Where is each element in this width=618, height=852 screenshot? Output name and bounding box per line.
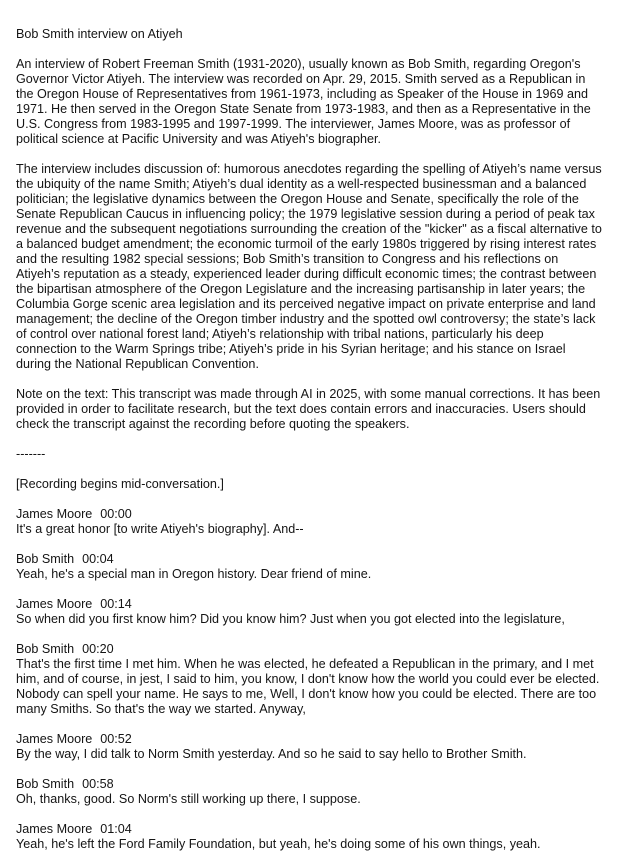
summary-paragraph: The interview includes discussion of: humorous anecdotes regarding the spelling of Atiyeh’s name versus the ubiquity of the name Smith; Atiyeh’s dual identity as a well-respected businessman and a balanced politician; the legislative dynamics between the Oregon House and Senate, specifically the role of the Senate Republican Caucus in influencing policy; the 1979 legislative session during a period of peak tax revenue and the subsequent negotiations surrounding the creation of the "kicker" as a fiscal alternative to a balanced budget amendment; the economic turmoil of the early 1980s triggered by rising interest rates and the resulting 1982 special sessions; Bob Smith’s transition to Congress and his reflections on Atiyeh’s reputation as a steady, experienced leader during difficult economic times; the contrast between the bipartisan atmosphere of the Oregon Legislature and the increasing partisanship in later years; the Columbia Gorge scenic area legislation and its perceived negative impact on private enterprise and land management; the decline of the Oregon timber industry and the spotted owl controversy; the state’s lack of control over national forest land; Atiyeh’s relationship with tribal nations, particularly his deep connection to the Warm Springs tribe; Atiyeh’s pride in his Syrian heritage; and his stance on Israel during the National Republican Convention. <box>16 162 602 371</box>
transcript-entry-text: By the way, I did talk to Norm Smith yesterday. And so he said to say hello to Brother Smith. <box>16 747 527 761</box>
transcript-entry-text: Oh, thanks, good. So Norm's still working up there, I suppose. <box>16 792 361 806</box>
document-title: Bob Smith interview on Atiyeh <box>16 27 183 41</box>
transcript-entry <box>16 777 603 807</box>
transcript-entry-header <box>16 597 603 612</box>
timestamp: 00:04 <box>82 552 114 566</box>
transcript-entry-text: That's the first time I met him. When he was elected, he defeated a Republican in the primary, and I met him, and of course, in jest, I said to him, you know, I don't know how the world you could ever be elected. Nobody can spell your name. He says to me, Well, I don't know how you could be elected. There are too many Smiths. So that's the way we started. Anyway, <box>16 657 600 716</box>
transcript-entry-header <box>16 507 603 522</box>
transcript-entry-header <box>16 777 603 792</box>
speaker-name: James Moore <box>16 597 93 611</box>
transcript-entry-header <box>16 552 603 567</box>
note-paragraph: Note on the text: This transcript was made through AI in 2025, with some manual corrections. It has been provided in order to facilitate research, but the text does contain errors and inaccuracies. Users should check the transcript against the recording before quoting the speakers. <box>16 387 601 431</box>
speaker-name: Bob Smith <box>16 552 75 566</box>
separator-dashes: ------- <box>16 447 46 461</box>
transcript-entry <box>16 552 603 582</box>
transcript-entry <box>16 822 603 852</box>
transcript-entry-header <box>16 732 603 747</box>
timestamp: 00:20 <box>82 642 114 656</box>
transcript-entry <box>16 732 603 762</box>
transcript-entry <box>16 507 603 537</box>
transcript-entry-header <box>16 642 603 657</box>
transcript-entry <box>16 597 603 627</box>
transcript-entry-text: So when did you first know him? Did you know him? Just when you got elected into the legislature, <box>16 612 565 626</box>
transcript-entry <box>16 642 603 717</box>
speaker-name: Bob Smith <box>16 642 75 656</box>
transcript-entry-text: It's a great honor [to write Atiyeh's biography]. And-- <box>16 522 304 536</box>
transcript-entry-text: Yeah, he's left the Ford Family Foundation, but yeah, he's doing some of his own things, yeah. <box>16 837 541 851</box>
timestamp: 00:14 <box>100 597 132 611</box>
timestamp: 01:04 <box>100 822 132 836</box>
intro-paragraph: An interview of Robert Freeman Smith (1931-2020), usually known as Bob Smith, regarding Oregon's Governor Victor Atiyeh. The interview was recorded on Apr. 29, 2015. Smith served as a Republican in the Oregon House of Representatives from 1961-1973, including as Speaker of the House in 1969 and 1971. He then served in the Oregon State Senate from 1973-1983, and then as a Representative in the U.S. Congress from 1983-1995 and 1997-1999. The interviewer, James Moore, was as professor of political science at Pacific University and was Atiyeh's biographer. <box>16 57 591 146</box>
timestamp: 00:00 <box>100 507 132 521</box>
speaker-name: Bob Smith <box>16 777 75 791</box>
transcript-entry-text: Yeah, he's a special man in Oregon history. Dear friend of mine. <box>16 567 372 581</box>
recording-note: [Recording begins mid-conversation.] <box>16 477 224 491</box>
speaker-name: James Moore <box>16 507 93 521</box>
speaker-name: James Moore <box>16 732 93 746</box>
timestamp: 00:58 <box>82 777 114 791</box>
transcript-entry-header <box>16 822 603 837</box>
speaker-name: James Moore <box>16 822 93 836</box>
timestamp: 00:52 <box>100 732 132 746</box>
